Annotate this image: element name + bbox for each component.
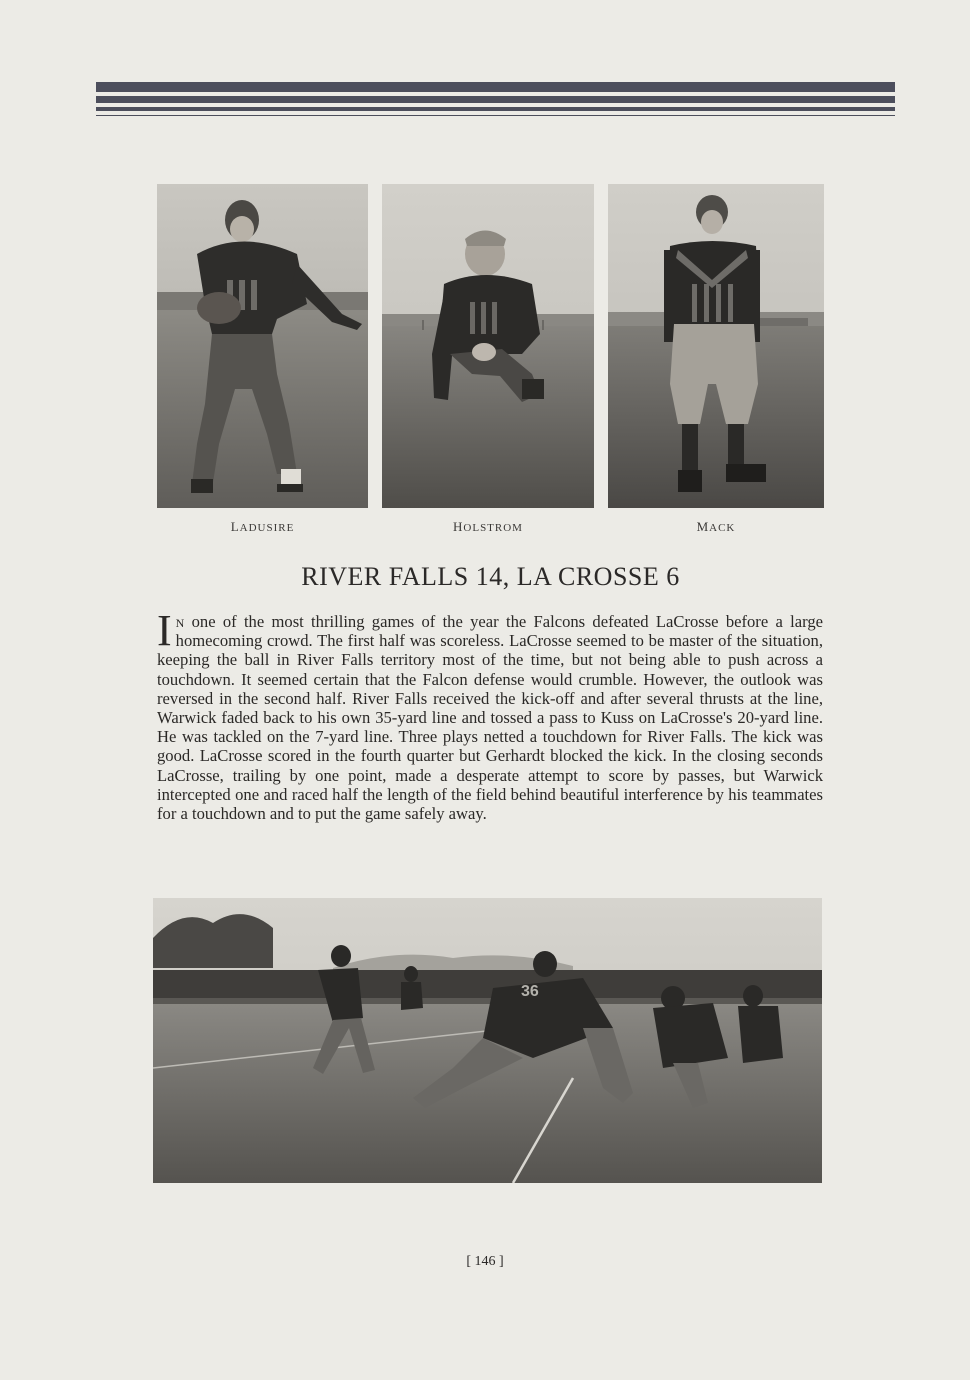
drop-cap: I bbox=[157, 606, 172, 655]
header-rule bbox=[96, 96, 895, 103]
caption-holstrom: HOLSTROM bbox=[453, 519, 523, 534]
jersey-number: 36 bbox=[521, 983, 539, 1000]
game-headline: RIVER FALLS 14, LA CROSSE 6 bbox=[301, 562, 680, 591]
game-article bbox=[157, 606, 823, 824]
header-rule bbox=[96, 115, 895, 116]
caption-mack: MACK bbox=[696, 519, 736, 534]
caption-ladusire: LADUSIRE bbox=[230, 519, 295, 534]
article-body: one of the most thrilling games of the year the Falcons defeated LaCrosse before a large homecoming crowd. The first half was scoreless. LaCrosse seemed to be master of the situation, keeping the ball in River Falls territory most of the time, but not being able to push across a touchdown. It seemed certain that the Falcon defense would crumble. However, the outlook was reversed in the second half. River Falls received the kick-off and after several thrusts at the line, Warwick faded back to his own 35-yard line and tossed a pass to Kuss on LaCrosse's 20-yard line. He was tackled on the 7-yard line. Three plays netted a touchdown for River Falls. The kick was good. LaCrosse scored in the fourth quarter but Gerhardt blocked the kick. In the closing seconds LaCrosse, trailing by one point, made a desperate attempt to score by passes, but Warwick intercepted one and raced half the length of the field behind beautiful interference by his teammates for a touchdown and to put the game safely away. bbox=[157, 612, 823, 824]
header-rule bbox=[96, 82, 895, 92]
player-photo-mack bbox=[608, 184, 824, 508]
game-action-photo bbox=[153, 898, 822, 1183]
page-number: [ 146 ] bbox=[466, 1254, 504, 1269]
player-photo-holstrom bbox=[382, 184, 594, 508]
player-photo-ladusire bbox=[157, 184, 368, 508]
lead-in: n bbox=[175, 612, 185, 631]
header-rule bbox=[96, 107, 895, 111]
